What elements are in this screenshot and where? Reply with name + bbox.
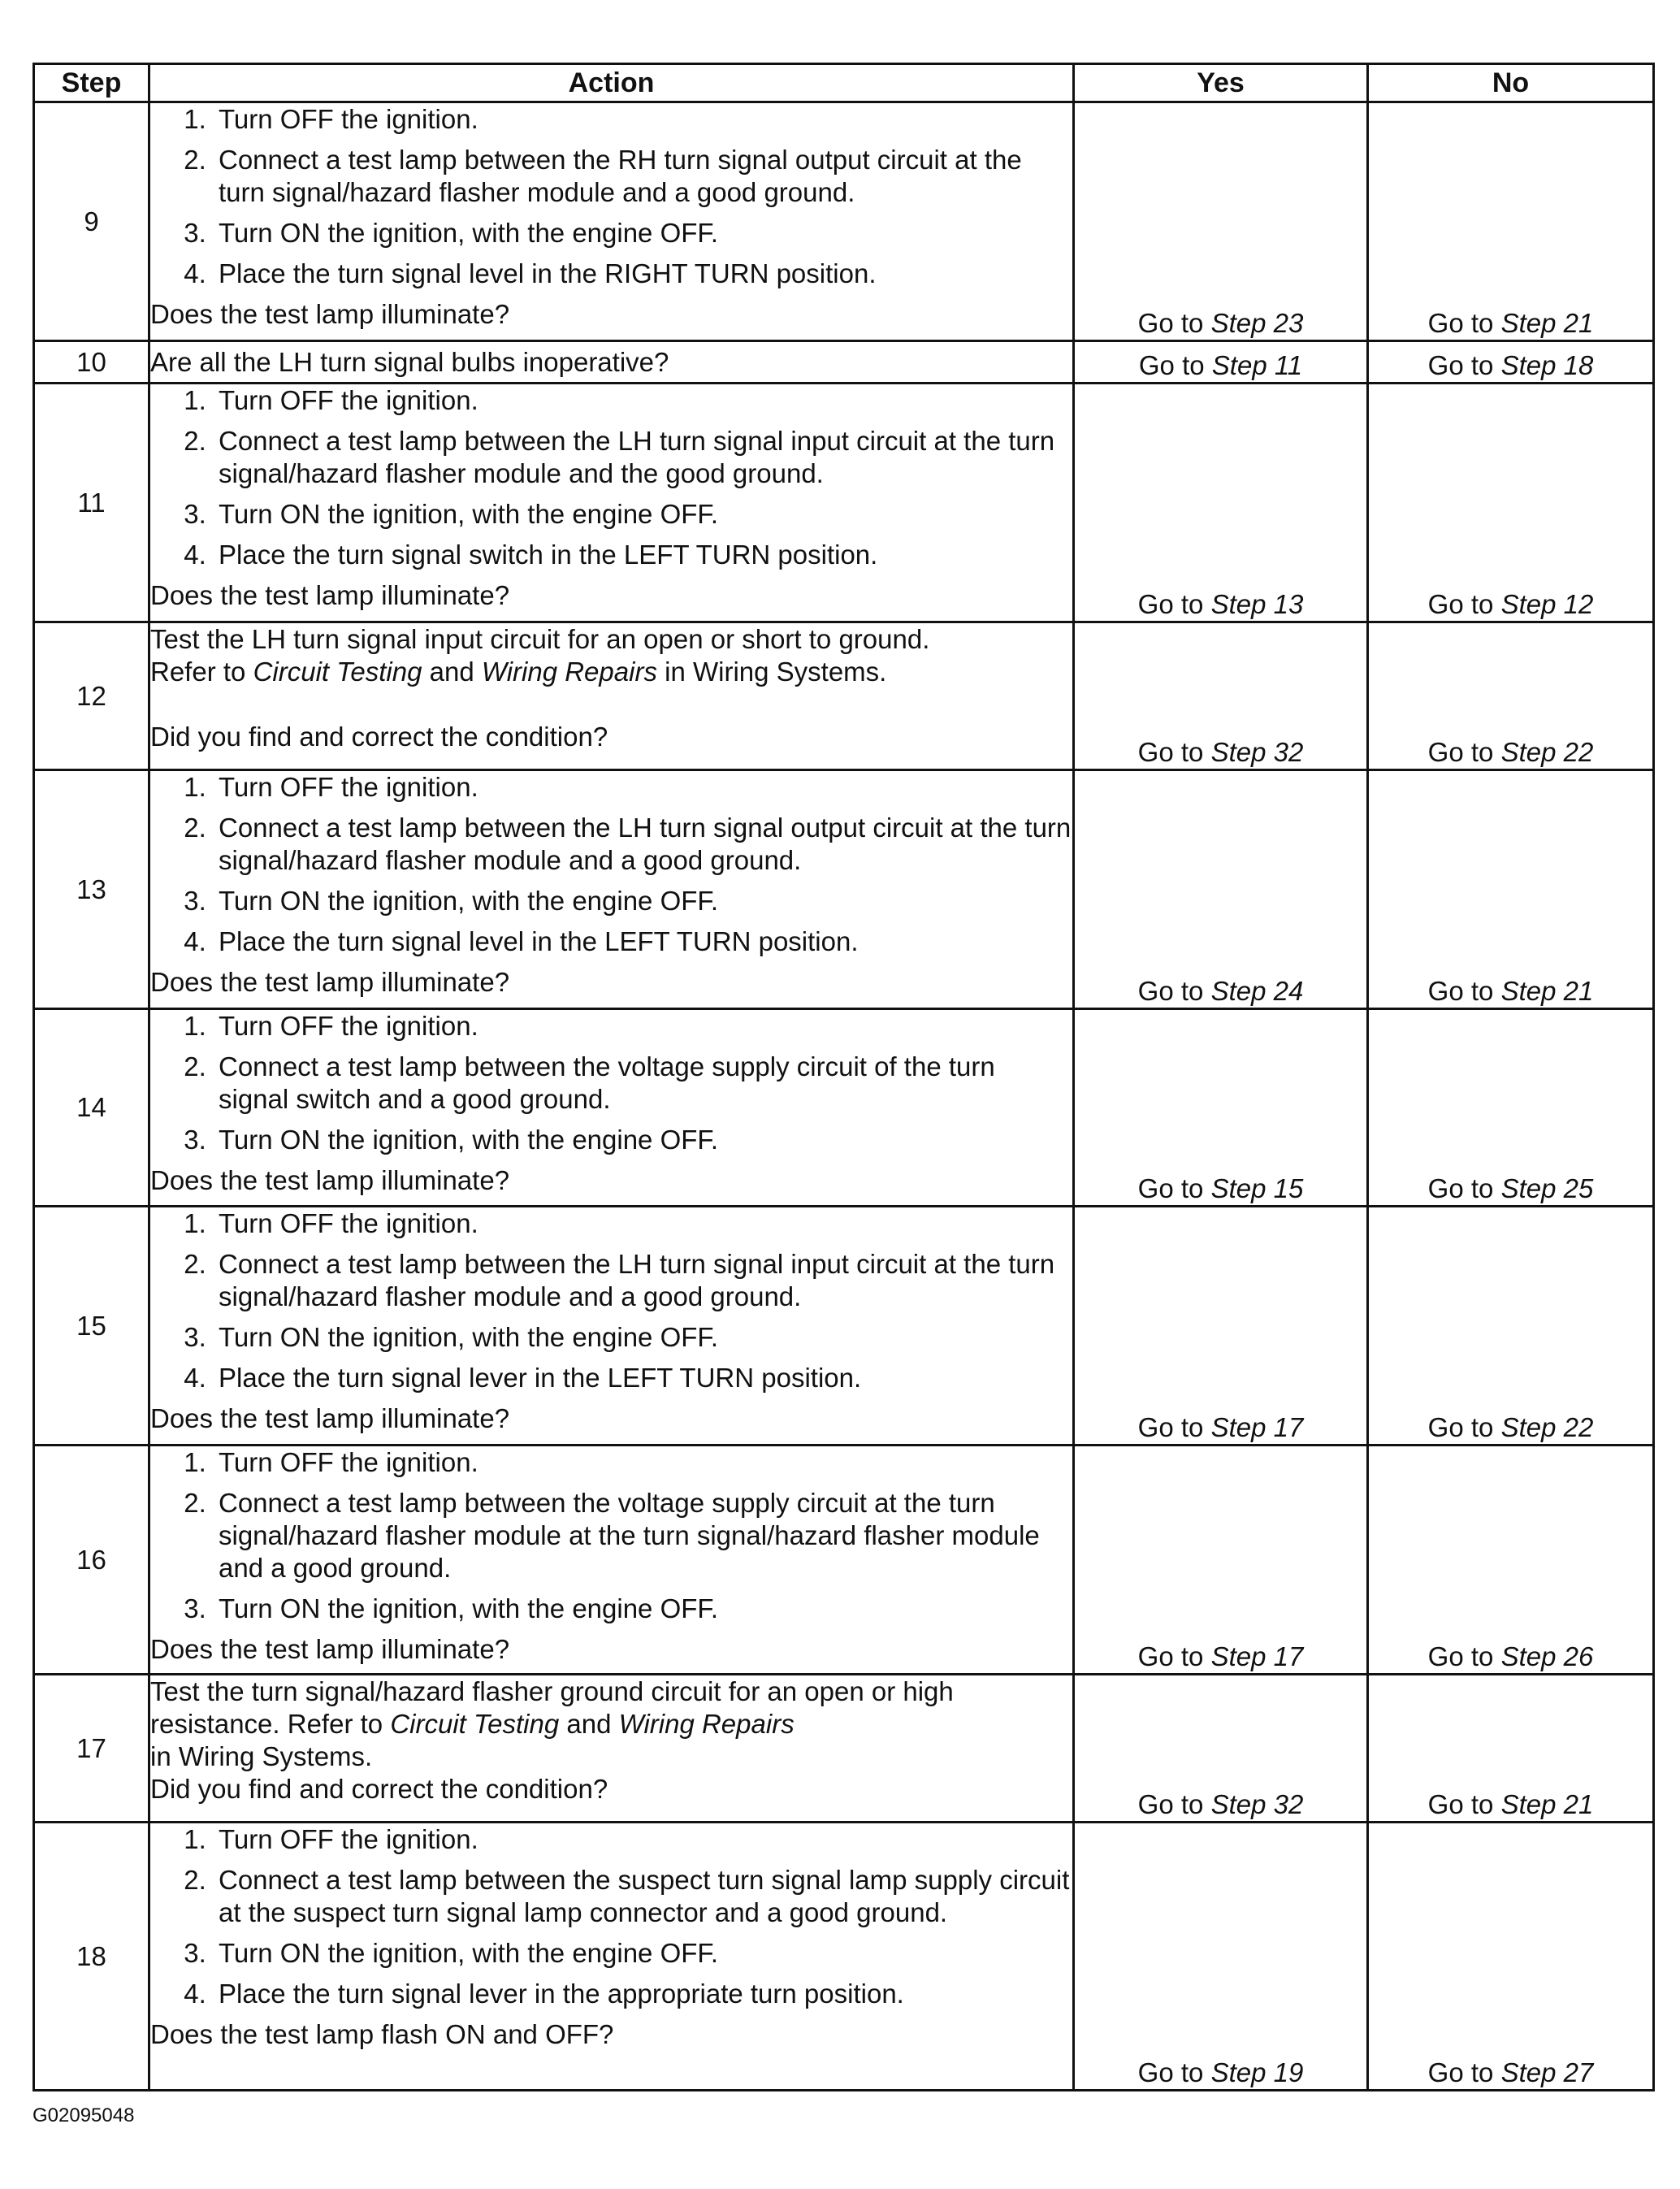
action-question: Does the test lamp illuminate? xyxy=(150,1403,510,1433)
action-step: 4. Place the turn signal level in the LEFT TURN position. xyxy=(214,925,1072,958)
paragraph-text: and xyxy=(566,1709,612,1739)
goto-step-link[interactable]: Step 22 xyxy=(1500,1412,1594,1442)
step-number: 13 xyxy=(34,770,149,1009)
action-step: 3. Turn ON the ignition, with the engine OFF. xyxy=(214,217,1072,249)
goto-label: Go to xyxy=(1137,1412,1204,1442)
action-step: 2. Connect a test lamp between the RH turn signal output circuit at the turn signal/hazard flasher module and a good ground. xyxy=(214,144,1072,209)
action-step: 2. Connect a test lamp between the suspect turn signal lamp supply circuit at the suspect turn signal lamp connector and a good ground. xyxy=(214,1864,1072,1929)
goto-step-link[interactable]: Step 17 xyxy=(1210,1641,1304,1671)
action-step: 1. Turn OFF the ignition. xyxy=(214,771,1072,804)
action-question: Does the test lamp illuminate? xyxy=(150,967,510,997)
goto-label: Go to xyxy=(1427,1412,1494,1442)
action-paragraph xyxy=(150,1675,1072,1773)
goto-label: Go to xyxy=(1137,2057,1204,2087)
table-row xyxy=(34,1207,1654,1446)
action-cell xyxy=(149,1823,1074,2091)
no-cell xyxy=(1368,622,1654,770)
goto-step-link[interactable]: Step 17 xyxy=(1210,1412,1304,1442)
step-number: 9 xyxy=(34,102,149,341)
action-step: 3. Turn ON the ignition, with the engine OFF. xyxy=(214,885,1072,917)
goto-label: Go to xyxy=(1427,308,1494,338)
goto-label: Go to xyxy=(1137,1789,1204,1819)
action-cell xyxy=(149,622,1074,770)
goto-step-link[interactable]: Step 18 xyxy=(1500,350,1594,380)
action-question: Does the test lamp flash ON and OFF? xyxy=(150,2019,614,2049)
no-cell xyxy=(1368,1207,1654,1446)
paragraph-text: and xyxy=(429,657,474,687)
goto-label: Go to xyxy=(1427,2057,1494,2087)
link-wiring-repairs[interactable]: Wiring Repairs xyxy=(481,657,657,687)
yes-cell xyxy=(1074,770,1368,1009)
yes-cell xyxy=(1074,1207,1368,1446)
diagnostic-table xyxy=(32,63,1655,2091)
table-row xyxy=(34,622,1654,770)
yes-cell xyxy=(1074,1009,1368,1207)
link-wiring-repairs[interactable]: Wiring Repairs xyxy=(618,1709,795,1739)
goto-step-link[interactable]: Step 11 xyxy=(1211,350,1303,380)
link-circuit-testing[interactable]: Circuit Testing xyxy=(253,657,422,687)
yes-cell xyxy=(1074,384,1368,622)
goto-label: Go to xyxy=(1138,350,1205,380)
action-steps xyxy=(150,1823,1072,2010)
figure-code: G02095048 xyxy=(32,2104,135,2126)
step-number: 10 xyxy=(34,341,149,384)
yes-cell xyxy=(1074,622,1368,770)
yes-cell xyxy=(1074,341,1368,384)
header-yes: Yes xyxy=(1074,64,1368,102)
action-question: Are all the LH turn signal bulbs inoperative? xyxy=(150,346,669,377)
no-cell xyxy=(1368,341,1654,384)
goto-label: Go to xyxy=(1137,737,1204,767)
step-number: 12 xyxy=(34,622,149,770)
action-question: Does the test lamp illuminate? xyxy=(150,1165,510,1195)
goto-label: Go to xyxy=(1137,589,1204,619)
link-circuit-testing[interactable]: Circuit Testing xyxy=(390,1709,560,1739)
goto-label: Go to xyxy=(1427,1173,1494,1203)
action-step: 4. Place the turn signal lever in the LEFT TURN position. xyxy=(214,1362,1072,1394)
paragraph-text: Test the LH turn signal input circuit for an open or short to ground. xyxy=(150,624,930,654)
yes-cell xyxy=(1074,1446,1368,1675)
table-row xyxy=(34,1823,1654,2091)
goto-step-link[interactable]: Step 25 xyxy=(1500,1173,1594,1203)
action-steps xyxy=(150,103,1072,290)
goto-step-link[interactable]: Step 24 xyxy=(1210,976,1304,1006)
action-paragraph xyxy=(150,623,1072,688)
action-step: 1. Turn OFF the ignition. xyxy=(214,1010,1072,1042)
action-step: 4. Place the turn signal switch in the LEFT TURN position. xyxy=(214,539,1072,571)
action-cell xyxy=(149,341,1074,384)
step-number: 11 xyxy=(34,384,149,622)
action-step: 1. Turn OFF the ignition. xyxy=(214,384,1072,417)
action-step: 3. Turn ON the ignition, with the engine OFF. xyxy=(214,1321,1072,1354)
action-step: 4. Place the turn signal lever in the appropriate turn position. xyxy=(214,1978,1072,2010)
goto-label: Go to xyxy=(1427,350,1494,380)
goto-step-link[interactable]: Step 32 xyxy=(1210,1789,1304,1819)
action-step: 1. Turn OFF the ignition. xyxy=(214,1823,1072,1856)
paragraph-text: Refer to xyxy=(150,657,246,687)
action-cell xyxy=(149,102,1074,341)
no-cell xyxy=(1368,770,1654,1009)
table-row xyxy=(34,384,1654,622)
goto-step-link[interactable]: Step 26 xyxy=(1500,1641,1594,1671)
step-number: 18 xyxy=(34,1823,149,2091)
table-row xyxy=(34,341,1654,384)
goto-label: Go to xyxy=(1427,1789,1494,1819)
action-step: 1. Turn OFF the ignition. xyxy=(214,103,1072,136)
goto-step-link[interactable]: Step 32 xyxy=(1210,737,1304,767)
step-number: 17 xyxy=(34,1675,149,1823)
goto-label: Go to xyxy=(1137,1641,1204,1671)
header-row xyxy=(34,64,1654,102)
header-action: Action xyxy=(149,64,1074,102)
goto-step-link[interactable]: Step 12 xyxy=(1500,589,1594,619)
no-cell xyxy=(1368,1675,1654,1823)
yes-cell xyxy=(1074,1823,1368,2091)
action-step: 2. Connect a test lamp between the voltage supply circuit at the turn signal/hazard flasher module at the turn signal/hazard flasher module and a good ground. xyxy=(214,1487,1072,1584)
action-step: 3. Turn ON the ignition, with the engine OFF. xyxy=(214,1593,1072,1625)
action-step: 3. Turn ON the ignition, with the engine OFF. xyxy=(214,498,1072,531)
action-question: Did you find and correct the condition? xyxy=(150,722,608,752)
goto-label: Go to xyxy=(1427,976,1494,1006)
goto-step-link[interactable]: Step 23 xyxy=(1210,308,1304,338)
action-question: Does the test lamp illuminate? xyxy=(150,580,510,610)
action-step: 2. Connect a test lamp between the LH turn signal input circuit at the turn signal/hazard flasher module and the good ground. xyxy=(214,425,1072,490)
goto-label: Go to xyxy=(1137,1173,1204,1203)
action-step: 1. Turn OFF the ignition. xyxy=(214,1446,1072,1479)
action-cell xyxy=(149,384,1074,622)
action-cell xyxy=(149,1446,1074,1675)
action-step: 2. Connect a test lamp between the LH turn signal input circuit at the turn signal/hazard flasher module and a good ground. xyxy=(214,1248,1072,1313)
action-cell xyxy=(149,1009,1074,1207)
goto-step-link[interactable]: Step 22 xyxy=(1500,737,1594,767)
step-number: 16 xyxy=(34,1446,149,1675)
action-question: Does the test lamp illuminate? xyxy=(150,299,510,329)
goto-step-link[interactable]: Step 13 xyxy=(1210,589,1304,619)
goto-label: Go to xyxy=(1427,589,1494,619)
yes-cell xyxy=(1074,1675,1368,1823)
action-steps xyxy=(150,1010,1072,1156)
action-steps xyxy=(150,384,1072,571)
yes-cell xyxy=(1074,102,1368,341)
no-cell xyxy=(1368,102,1654,341)
paragraph-text: in Wiring Systems. xyxy=(150,1741,373,1771)
action-step: 1. Turn OFF the ignition. xyxy=(214,1207,1072,1240)
goto-label: Go to xyxy=(1137,308,1204,338)
goto-label: Go to xyxy=(1427,737,1494,767)
goto-step-link[interactable]: Step 27 xyxy=(1500,2057,1594,2087)
no-cell xyxy=(1368,1823,1654,2091)
spacer xyxy=(150,688,1072,721)
table-row xyxy=(34,770,1654,1009)
goto-step-link[interactable]: Step 15 xyxy=(1210,1173,1304,1203)
paragraph-text: Refer to xyxy=(287,1709,383,1739)
no-cell xyxy=(1368,1446,1654,1675)
header-step: Step xyxy=(34,64,149,102)
action-step: 2. Connect a test lamp between the voltage supply circuit of the turn signal switch and a good ground. xyxy=(214,1051,1072,1116)
action-steps xyxy=(150,1207,1072,1394)
goto-step-link[interactable]: Step 21 xyxy=(1500,1789,1594,1819)
no-cell xyxy=(1368,1009,1654,1207)
action-step: 3. Turn ON the ignition, with the engine OFF. xyxy=(214,1124,1072,1156)
table-row xyxy=(34,1446,1654,1675)
action-steps xyxy=(150,1446,1072,1625)
action-step: 2. Connect a test lamp between the LH turn signal output circuit at the turn signal/hazard flasher module and a good ground. xyxy=(214,812,1072,877)
action-step: 3. Turn ON the ignition, with the engine OFF. xyxy=(214,1937,1072,1970)
paragraph-text: Test the turn signal/hazard flasher ground circuit for an open or high resistance. xyxy=(150,1676,954,1739)
table-row xyxy=(34,1009,1654,1207)
goto-step-link[interactable]: Step 21 xyxy=(1500,308,1594,338)
table-row xyxy=(34,1675,1654,1823)
action-cell xyxy=(149,1207,1074,1446)
header-no: No xyxy=(1368,64,1654,102)
step-number: 15 xyxy=(34,1207,149,1446)
goto-label: Go to xyxy=(1427,1641,1494,1671)
table-row xyxy=(34,102,1654,341)
action-steps xyxy=(150,771,1072,958)
step-number: 14 xyxy=(34,1009,149,1207)
goto-step-link[interactable]: Step 21 xyxy=(1500,976,1594,1006)
paragraph-text: in Wiring Systems. xyxy=(665,657,887,687)
goto-step-link[interactable]: Step 19 xyxy=(1210,2057,1304,2087)
goto-label: Go to xyxy=(1137,976,1204,1006)
action-cell xyxy=(149,1675,1074,1823)
action-question: Did you find and correct the condition? xyxy=(150,1774,608,1804)
action-step: 4. Place the turn signal level in the RIGHT TURN position. xyxy=(214,258,1072,290)
no-cell xyxy=(1368,384,1654,622)
action-question: Does the test lamp illuminate? xyxy=(150,1634,510,1664)
action-cell xyxy=(149,770,1074,1009)
